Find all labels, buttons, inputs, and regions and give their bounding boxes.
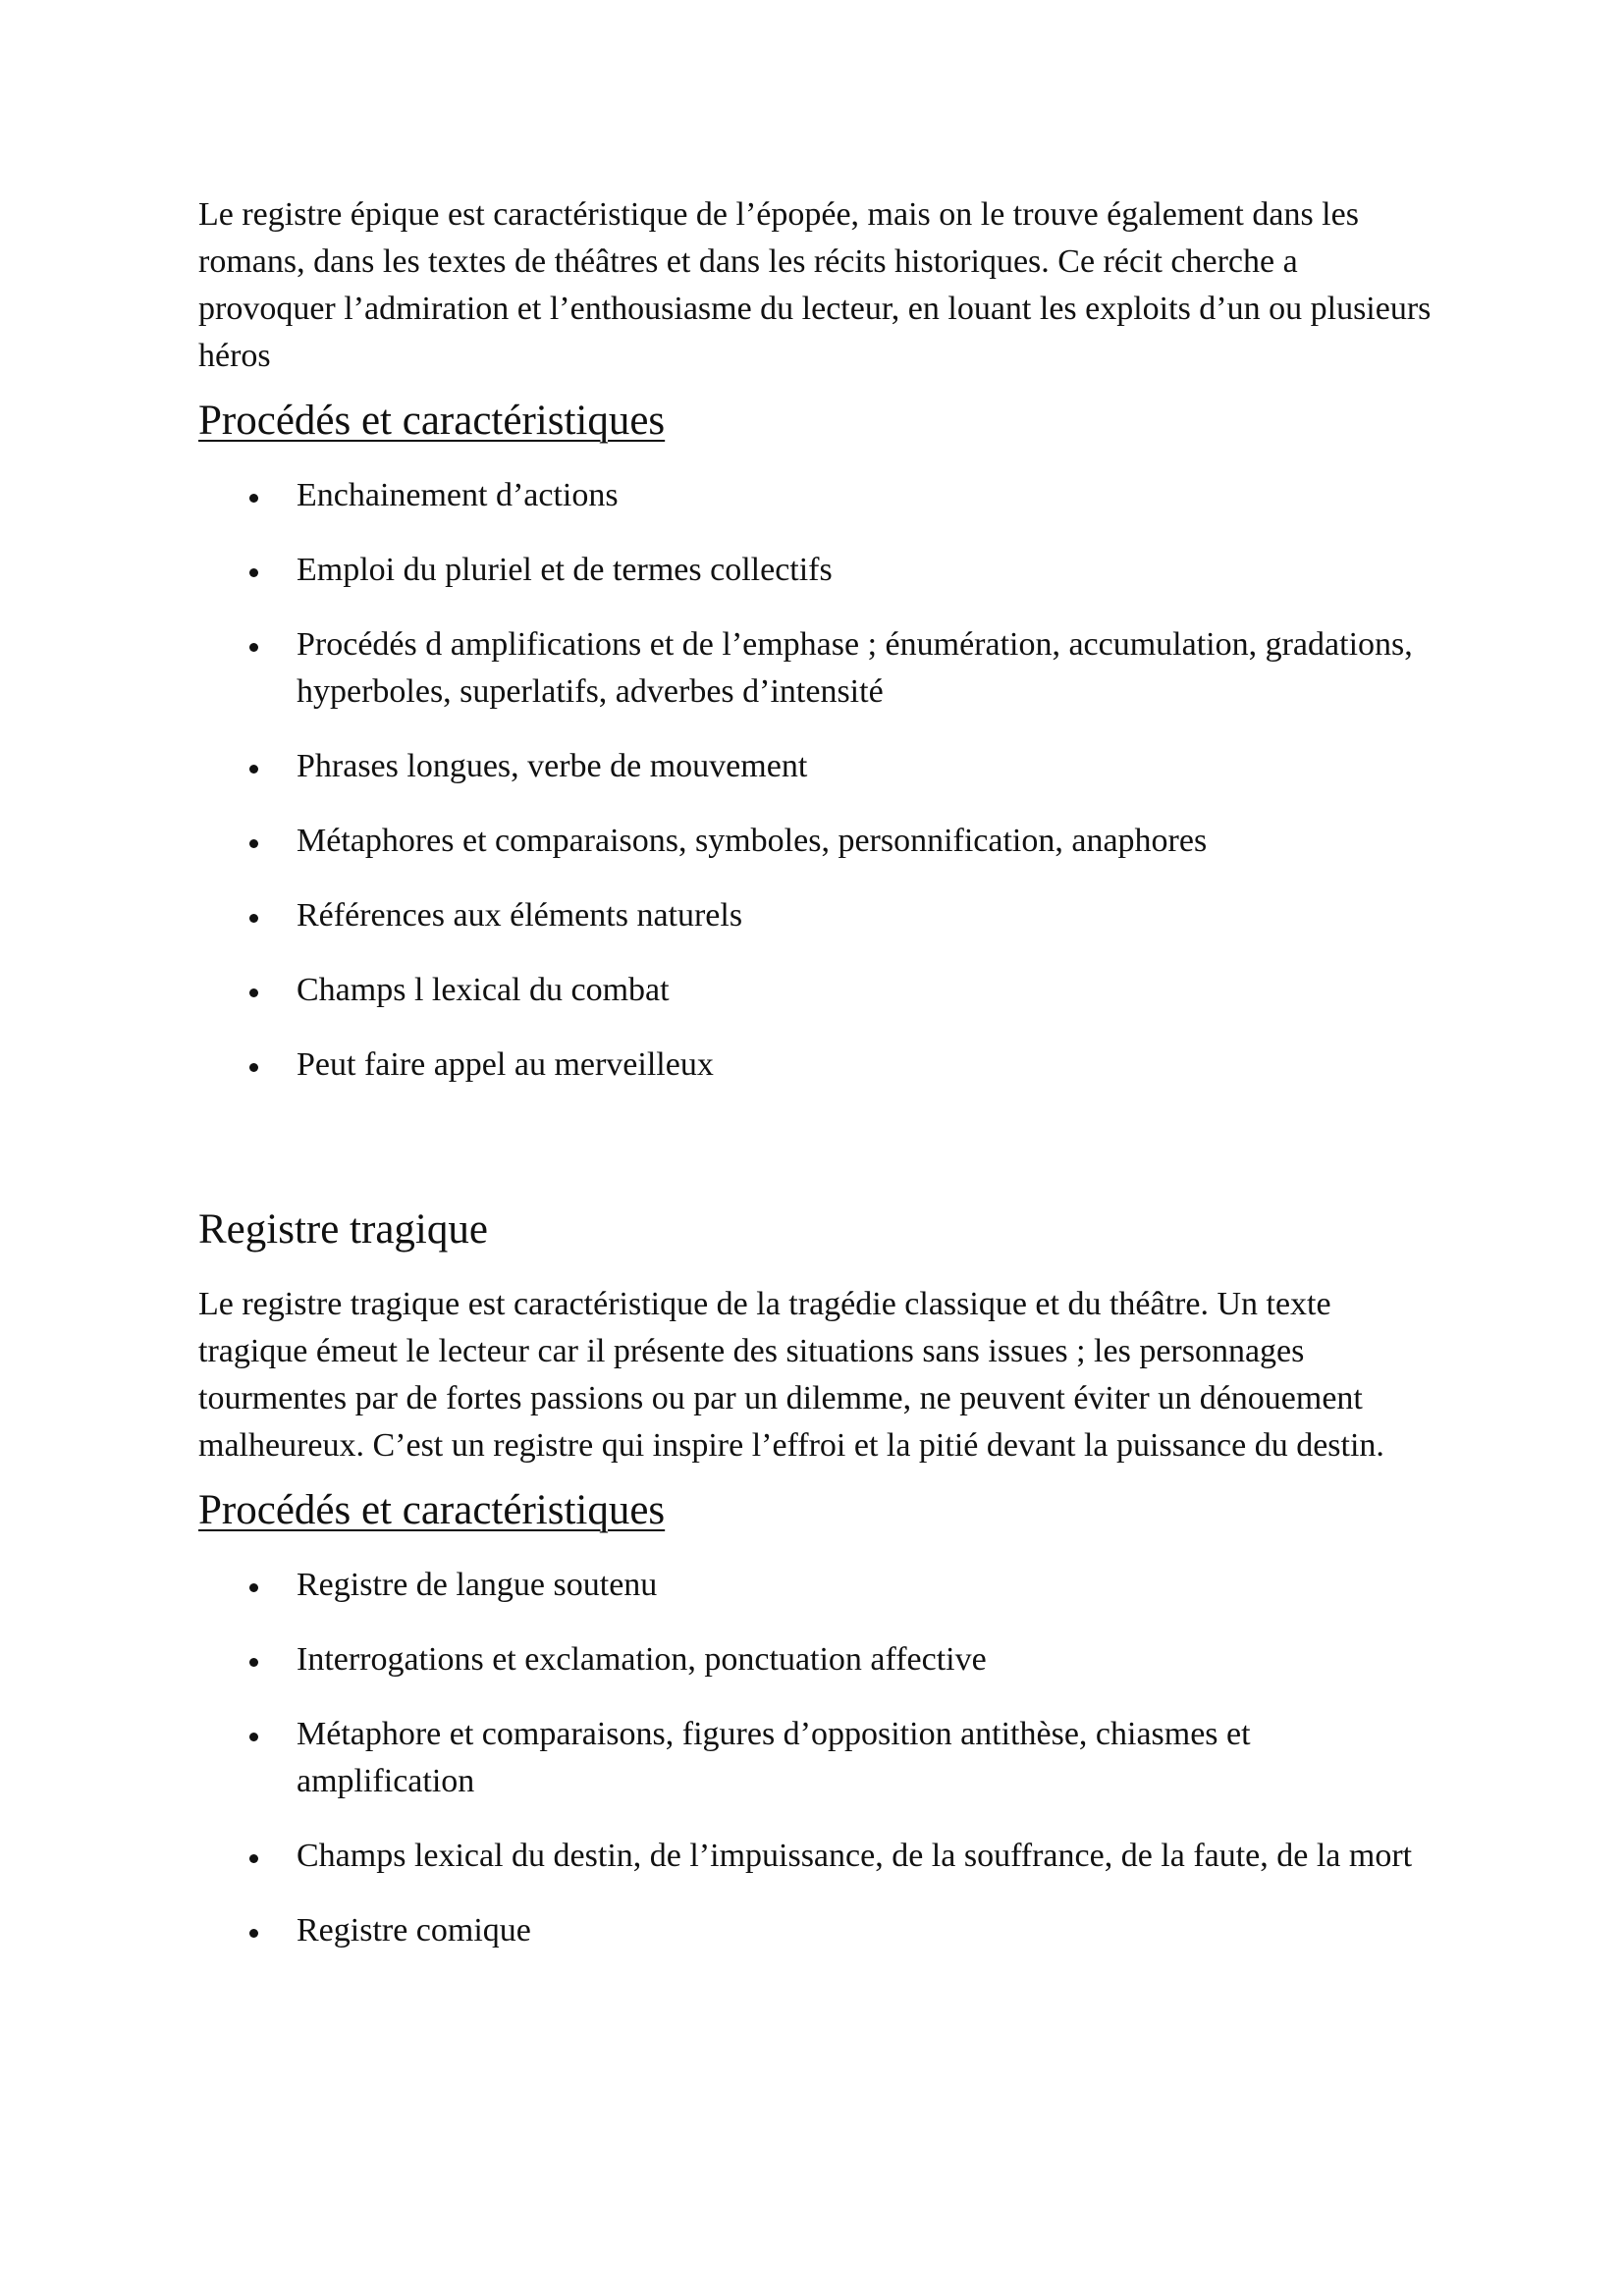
tragic-section-heading: Registre tragique	[198, 1206, 488, 1253]
document-body	[198, 191, 1435, 1954]
tragic-procedes-list	[198, 1562, 1435, 1954]
bullet-icon	[249, 1063, 258, 1072]
bullet-icon	[249, 914, 258, 923]
list-item-text: Métaphore et comparaisons, figures d’opposition antithèse, chiasmes et amplification	[297, 1716, 1251, 1799]
list-item	[198, 472, 1435, 519]
list-item-text: Phrases longues, verbe de mouvement	[297, 748, 808, 784]
list-item	[198, 1907, 1435, 1954]
bullet-icon	[249, 1929, 258, 1938]
list-item-text: Interrogations et exclamation, ponctuation affective	[297, 1641, 987, 1678]
list-item	[198, 743, 1435, 790]
bullet-icon	[249, 494, 258, 503]
list-item-text: Enchainement d’actions	[297, 477, 619, 513]
list-item-text: Emploi du pluriel et de termes collectifs	[297, 552, 833, 588]
epic-procedes-heading: Procédés et caractéristiques	[198, 398, 666, 444]
list-item	[198, 1711, 1435, 1805]
list-item	[198, 547, 1435, 594]
bullet-icon	[249, 1658, 258, 1667]
list-item	[198, 1562, 1435, 1609]
list-item-text: Registre de langue soutenu	[297, 1567, 658, 1603]
bullet-icon	[249, 765, 258, 774]
list-item	[198, 892, 1435, 939]
list-item	[198, 621, 1435, 716]
bullet-icon	[249, 988, 258, 997]
bullet-icon	[249, 643, 258, 652]
list-item-text: Peut faire appel au merveilleux	[297, 1046, 714, 1083]
list-item	[198, 1041, 1435, 1089]
list-item	[198, 967, 1435, 1014]
list-item	[198, 1833, 1435, 1880]
list-item	[198, 818, 1435, 865]
list-item-text: Registre comique	[297, 1912, 531, 1949]
bullet-icon	[249, 568, 258, 577]
epic-intro-paragraph: Le registre épique est caractéristique de l’épopée, mais on le trouve également dans les romans, dans les textes de théâtres et dans les récits historiques. Ce récit cherche a provoquer l’admiration et l’enthousiasme du lecteur, en louant les exploits d’un ou plusieurs héros	[198, 196, 1432, 374]
list-item-text: Métaphores et comparaisons, symboles, personnification, anaphores	[297, 823, 1208, 859]
bullet-icon	[249, 1583, 258, 1592]
list-item-text: Références aux éléments naturels	[297, 897, 743, 934]
list-item-text: Procédés d amplifications et de l’emphase ; énumération, accumulation, gradations, hyperboles, superlatifs, adverbes d’intensité	[297, 626, 1413, 710]
epic-procedes-list	[198, 472, 1435, 1089]
list-item-text: Champs l lexical du combat	[297, 972, 670, 1008]
tragic-intro-paragraph: Le registre tragique est caractéristique de la tragédie classique et du théâtre. Un texte tragique émeut le lecteur car il présente des situations sans issues ; les personnages tourmentes par de fortes passions ou par un dilemme, ne peuvent éviter un dénouement malheureux. C’est un registre qui inspire l’effroi et la pitié devant la puissance du destin.	[198, 1286, 1384, 1464]
bullet-icon	[249, 839, 258, 848]
list-item	[198, 1636, 1435, 1683]
list-item-text: Champs lexical du destin, de l’impuissance, de la souffrance, de la faute, de la mort	[297, 1838, 1413, 1874]
bullet-icon	[249, 1854, 258, 1863]
bullet-icon	[249, 1733, 258, 1741]
tragic-procedes-heading: Procédés et caractéristiques	[198, 1487, 666, 1533]
